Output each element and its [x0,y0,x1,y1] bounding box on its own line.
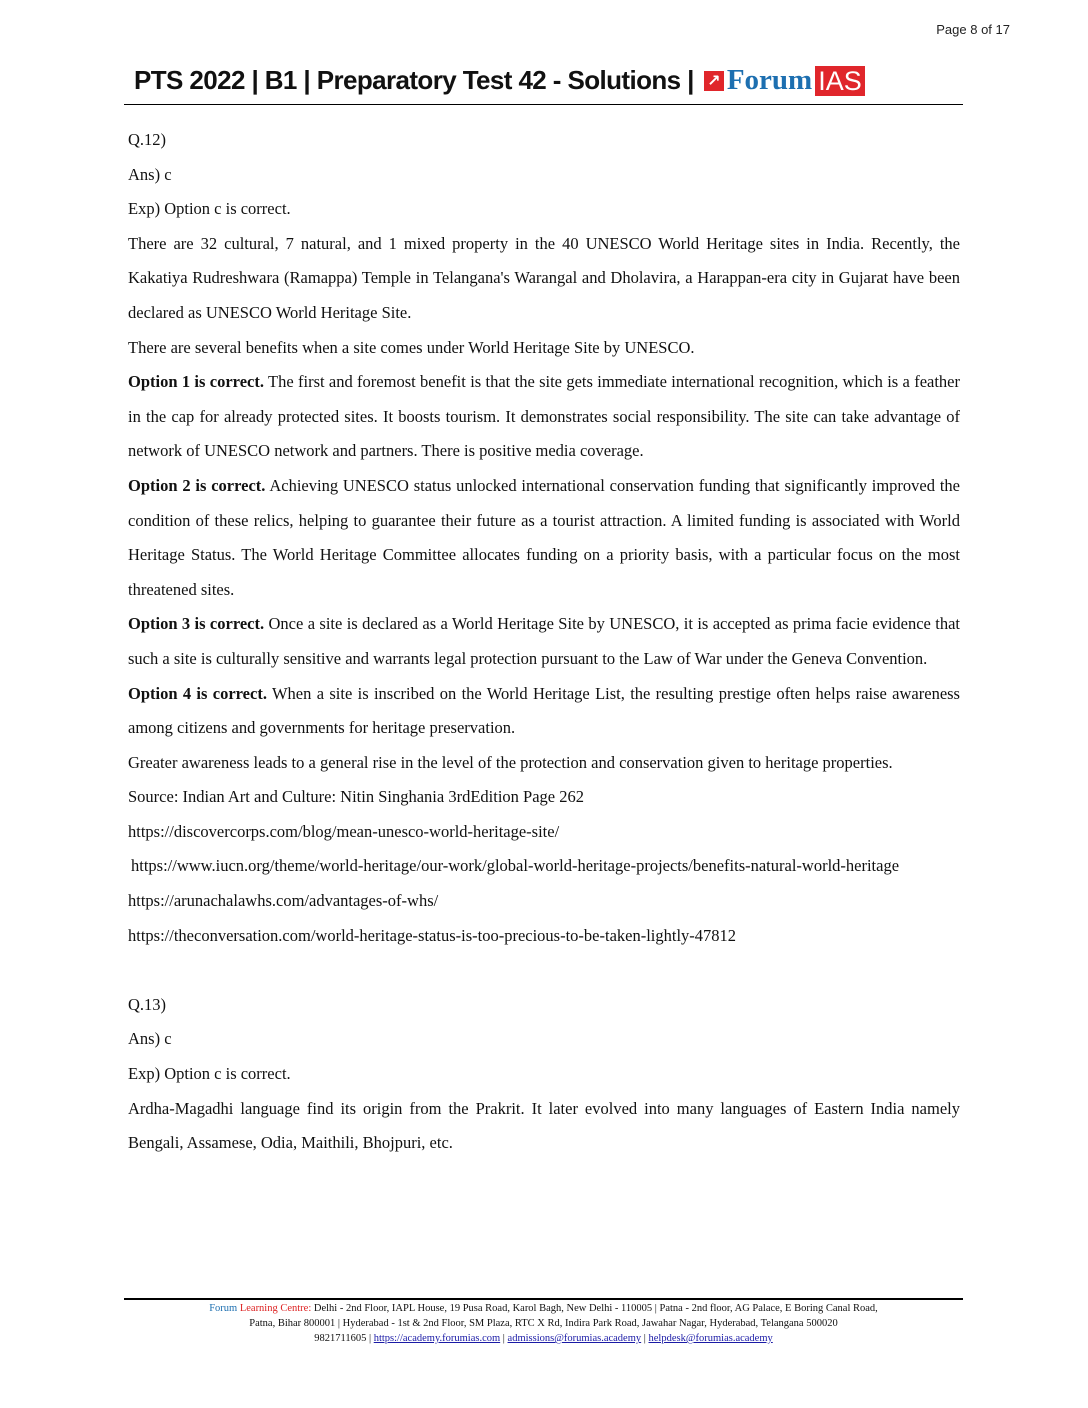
document-title: PTS 2022 | B1 | Preparatory Test 42 - Solutions | [134,65,694,95]
footer-email-helpdesk[interactable]: helpdesk@forumias.academy [648,1333,773,1344]
header-divider [124,104,963,105]
source-link[interactable]: https://arunachalawhs.com/advantages-of-whs/ [128,891,439,911]
footer-forum: Forum [209,1303,238,1314]
logo-forum: Forum [726,64,813,96]
option-text: When a site is inscribed on the World Heritage List, the resulting prestige often helps raise awareness among citizens and governments for heritage preservation. [128,683,960,738]
option-text: The first and foremost benefit is that the site gets immediate international recognition, which is a feather in the cap for already protected sites. It boosts tourism. It demonstrates social responsibility. The site can take advantage of network of UNESCO network and partners. There is positive media coverage. [128,372,960,461]
footer [124,1301,963,1346]
source-link[interactable]: https://www.iucn.org/theme/world-heritage/our-work/global-world-heritage-projects/benefits-natural-world-heritage [131,856,900,876]
source: Source: Indian Art and Culture: Nitin Singhania 3rdEdition Page 262 [128,787,584,807]
paragraph: Greater awareness leads to a general rise in the level of the protection and conservation given to heritage properties. [128,752,893,772]
question-label: Q.13) [128,994,167,1014]
separator: | [500,1333,508,1344]
source-link[interactable]: https://theconversation.com/world-heritage-status-is-too-precious-to-be-taken-lightly-47812 [128,925,737,945]
paragraph: Ardha-Magadhi language find its origin from the Prakrit. It later evolved into many languages of Eastern India namely Bengali, Assamese, Odia, Maithili, Bhojpuri, etc. [128,1098,960,1153]
paragraph: There are several benefits when a site comes under World Heritage Site by UNESCO. [128,337,695,357]
footer-email-admissions[interactable]: admissions@forumias.academy [507,1333,642,1344]
source-link[interactable]: https://discovercorps.com/blog/mean-unesco-world-heritage-site/ [128,821,560,841]
arrow-icon: ↗ [704,71,724,91]
option-lead: Option 1 is correct. [128,372,264,392]
page-number: Page 8 of 17 [936,22,1010,37]
answer: Ans) c [128,1029,172,1049]
footer-phone: 9821711605 [314,1333,367,1344]
option-lead: Option 4 is correct. [128,683,267,703]
question-label: Q.12) [128,130,167,149]
footer-address-2: Patna, Bihar 800001 | Hyderabad - 1st & 2nd Floor, SM Plaza, RTC X Rd, Indira Park Road, Jawahar Nagar, Hyderabad, Telangana 500020 [249,1318,838,1329]
option-text: Once a site is declared as a World Heritage Site by UNESCO, it is accepted as prima facie evidence that such a site is culturally sensitive and warrants legal protection pursuant to the Law of War under the Geneva Convention. [128,614,960,668]
answer: Ans) c [128,164,172,184]
explanation: Exp) Option c is correct. [128,1064,291,1084]
separator: | [366,1333,374,1344]
separator: | [641,1333,649,1344]
forumias-logo [704,64,865,97]
option-text: Achieving UNESCO status unlocked international conservation funding that significantly improved the condition of these relics, helping to guarantee their future as a tourist attraction. A limited funding is associated with World Heritage Status. The World Heritage Committee allocates funding on a priority basis, with a particular focus on the most threatened sites. [128,475,960,599]
option-2-explanation [128,469,960,607]
logo-ias: IAS [815,66,865,96]
option-lead: Option 3 is correct. [128,614,265,634]
option-3-explanation [128,607,960,676]
explanation: Exp) Option c is correct. [128,199,291,219]
footer-learning-centre: Learning Centre: [239,1303,312,1314]
header-bar [134,64,865,97]
footer-site-link[interactable]: https://academy.forumias.com [373,1333,501,1344]
footer-address-1: Delhi - 2nd Floor, IAPL House, 19 Pusa Road, Karol Bagh, New Delhi - 110005 | Patna - 2nd floor, AG Palace, E Boring Canal Road, [311,1303,878,1314]
option-1-explanation [128,365,960,469]
content [128,123,960,1161]
option-4-explanation [128,677,960,746]
paragraph: There are 32 cultural, 7 natural, and 1 mixed property in the 40 UNESCO World Heritage sites in India. Recently, the Kakatiya Rudreshwara (Ramappa) Temple in Telangana's Warangal and Dholavira, a Harappan-era city in Gujarat have been declared as UNESCO World Heritage Site. [128,233,960,322]
option-lead: Option 2 is correct. [128,475,266,495]
footer-divider [124,1298,963,1300]
